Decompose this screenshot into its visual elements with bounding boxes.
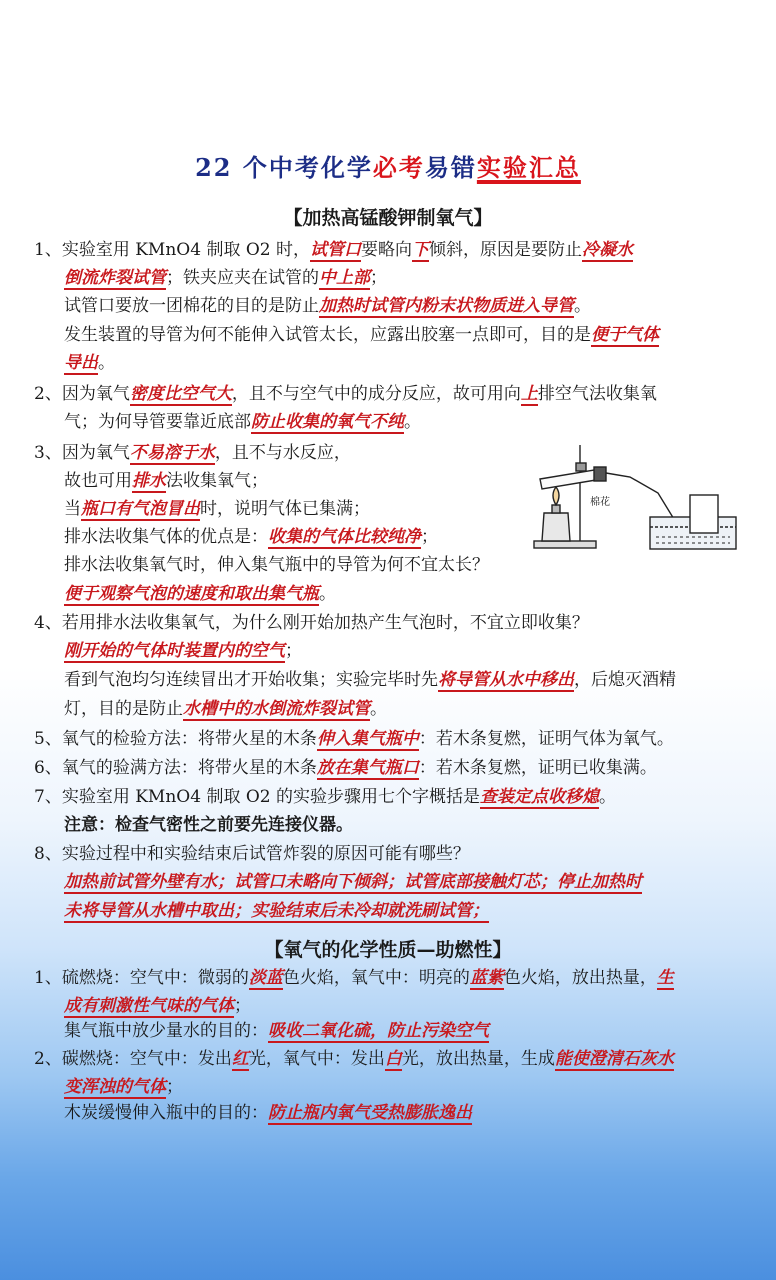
text: 发生装置的导管为何不能伸入试管太长，应露出胶塞一点即可，目的是 xyxy=(64,325,591,345)
text: 实验室用 KMnO4 制取 O2 的实验步骤用七个字概括是 xyxy=(61,787,481,807)
text: 色火焰，氧气中：明亮的 xyxy=(282,968,470,988)
highlight: 淡蓝 xyxy=(248,968,283,988)
item-number: 4、 xyxy=(34,613,62,633)
highlight: 便于观察气泡的速度和取出集气瓶 xyxy=(64,584,319,604)
highlight: 能使澄清石灰水 xyxy=(554,1049,674,1069)
text: 光，放出热量，生成 xyxy=(401,1049,555,1069)
highlight: 变浑浊的气体 xyxy=(64,1077,166,1097)
text: 时，说明气体已集满； xyxy=(200,499,370,519)
oxygen-apparatus-diagram xyxy=(530,433,740,553)
highlight: 便于气体 xyxy=(591,325,659,345)
item-8-line-2 xyxy=(64,870,642,894)
highlight: 成有刺激性气味的气体 xyxy=(64,996,234,1016)
highlight: 白 xyxy=(384,1049,402,1069)
highlight: 加热前试管外壁有水；试管口未略向下倾斜；试管底部接触灯芯；停止加热时 xyxy=(64,872,642,892)
text: 。 xyxy=(574,296,591,316)
item-number: 5、 xyxy=(34,729,62,749)
text: ； xyxy=(285,641,302,661)
item-7-note: 注意：检查气密性之前要先连接仪器。 xyxy=(64,815,353,835)
text: 碳燃烧：空气中：发出 xyxy=(61,1049,232,1069)
item-2-line-1 xyxy=(34,382,657,406)
s2-item-1-line-3 xyxy=(64,1019,489,1043)
title-part-2: 必考 xyxy=(372,153,425,182)
item-1-line-4 xyxy=(64,323,659,347)
highlight: 未将导管从水槽中取出；实验结束后未冷却就洗刷试管； xyxy=(64,901,489,921)
text: 色火焰，放出热量， xyxy=(503,968,657,988)
text: ，且不与空气中的成分反应，故可用向 xyxy=(231,384,521,404)
highlight: 伸入集气瓶中 xyxy=(316,729,419,749)
highlight: 瓶口有气泡冒出 xyxy=(81,499,200,519)
text: 集气瓶中放少量水的目的： xyxy=(64,1021,268,1041)
title-part-1: 22 个中考化学 xyxy=(195,153,373,182)
title-part-3: 易错 xyxy=(424,153,477,182)
item-1-line-5 xyxy=(64,351,115,375)
item-4-line-2 xyxy=(64,639,302,663)
title-part-4: 实验汇总 xyxy=(476,153,581,182)
text: ，且不与水反应， xyxy=(214,443,351,463)
item-5-line-1 xyxy=(34,727,674,751)
section-heading-combustion: 【氧气的化学性质—助燃性】 xyxy=(264,939,512,961)
s2-item-1-line-2 xyxy=(64,994,251,1018)
page-title xyxy=(0,138,776,198)
item-number: 1、 xyxy=(34,968,62,988)
highlight: 导出 xyxy=(64,353,98,373)
item-6-line-1 xyxy=(34,756,657,780)
cotton-label: 棉花 xyxy=(590,497,610,508)
s2-item-2-line-1 xyxy=(34,1047,674,1071)
highlight: 生 xyxy=(656,968,674,988)
item-3-line-2 xyxy=(64,469,268,493)
text: 实验室用 KMnO4 制取 O2 时， xyxy=(61,240,311,260)
s2-item-2-line-2 xyxy=(64,1075,183,1099)
highlight: 将导管从水中移出 xyxy=(438,670,574,690)
item-number: 2、 xyxy=(34,1049,62,1069)
highlight: 红 xyxy=(231,1049,249,1069)
text: 因为氧气 xyxy=(61,443,130,463)
highlight: 水槽中的水倒流炸裂试管 xyxy=(183,699,370,719)
highlight: 收集的气体比较纯净 xyxy=(268,527,421,547)
highlight: 中上部 xyxy=(319,268,370,288)
highlight: 密度比空气大 xyxy=(129,384,232,404)
item-4-line-1 xyxy=(34,611,589,635)
highlight: 放在集气瓶口 xyxy=(316,758,419,778)
highlight: 下 xyxy=(412,240,430,260)
text: ； xyxy=(370,268,387,288)
item-4-line-3 xyxy=(64,668,676,692)
text: 倾斜，原因是要防止 xyxy=(429,240,583,260)
item-number: 1、 xyxy=(34,240,62,260)
highlight: 蓝紫 xyxy=(469,968,504,988)
text: 故也可用 xyxy=(64,471,132,491)
item-3-line-5 xyxy=(64,553,489,577)
item-1-line-3 xyxy=(64,294,591,318)
highlight: 查装定点收移熄 xyxy=(480,787,600,807)
text: 。 xyxy=(599,787,617,807)
text: 光，氧气中：发出 xyxy=(248,1049,385,1069)
text: 要略向 xyxy=(361,240,413,260)
highlight: 吸收二氧化硫，防止污染空气 xyxy=(268,1021,489,1041)
highlight: 不易溶于水 xyxy=(129,443,215,463)
text: 看到气泡均匀连续冒出才开始收集；实验完毕时先 xyxy=(64,670,438,690)
highlight: 倒流炸裂试管 xyxy=(64,268,166,288)
highlight: 上 xyxy=(520,384,538,404)
text: 若用排水法收集氧气，为什么刚开始加热产生气泡时，不宜立即收集？ xyxy=(61,613,589,633)
item-2-line-2 xyxy=(64,410,421,434)
text: 实验过程中和实验结束后试管炸裂的原因可能有哪些？ xyxy=(61,844,470,864)
section-heading-kmno4: 【加热高锰酸钾制氧气】 xyxy=(283,207,493,229)
item-number: 6、 xyxy=(34,758,62,778)
text: ：若木条复燃，证明已收集满。 xyxy=(418,758,657,778)
text: 木炭缓慢伸入瓶中的目的： xyxy=(64,1103,268,1123)
item-3-line-1 xyxy=(34,441,351,465)
item-number: 8、 xyxy=(34,844,62,864)
text: 硫燃烧：空气中：微弱的 xyxy=(61,968,249,988)
highlight: 加热时试管内粉末状物质进入导管 xyxy=(319,296,574,316)
text: 当 xyxy=(64,499,81,519)
highlight: 排水 xyxy=(132,471,166,491)
item-4-line-4 xyxy=(64,697,387,721)
item-number: 2、 xyxy=(34,384,62,404)
text: 排水法收集气体的优点是： xyxy=(64,527,268,547)
item-8-line-3 xyxy=(64,899,489,923)
text: 因为氧气 xyxy=(61,384,130,404)
item-7-line-1 xyxy=(34,785,616,809)
item-1-line-1 xyxy=(34,238,633,262)
text: ； xyxy=(166,1077,183,1097)
highlight: 防止瓶内氧气受热膨胀逸出 xyxy=(268,1103,472,1123)
item-8-line-1 xyxy=(34,842,470,866)
highlight: 冷凝水 xyxy=(582,240,634,260)
item-3-line-6 xyxy=(64,582,336,606)
text: 氧气的检验方法：将带火星的木条 xyxy=(61,729,317,749)
item-3-line-3 xyxy=(64,497,370,521)
text: 。 xyxy=(98,353,115,373)
text: 排水法收集氧气时，伸入集气瓶中的导管为何不宜太长？ xyxy=(64,555,489,575)
highlight: 试管口 xyxy=(310,240,362,260)
text: 排空气法收集氧 xyxy=(537,384,657,404)
text: 法收集氧气； xyxy=(166,471,268,491)
text: 。 xyxy=(319,584,336,604)
item-number: 3、 xyxy=(34,443,62,463)
text: ； xyxy=(421,527,438,547)
s2-item-2-line-3 xyxy=(64,1101,472,1125)
highlight: 防止收集的氧气不纯 xyxy=(251,412,404,432)
text: 。 xyxy=(370,699,387,719)
text: ；铁夹应夹在试管的 xyxy=(166,268,319,288)
text: 试管口要放一团棉花的目的是防止 xyxy=(64,296,319,316)
s2-item-1-line-1 xyxy=(34,966,674,990)
text: ； xyxy=(234,996,251,1016)
text: 气；为何导管要靠近底部 xyxy=(64,412,251,432)
text: ：若木条复燃，证明气体为氧气。 xyxy=(418,729,674,749)
text: 氧气的验满方法：将带火星的木条 xyxy=(61,758,317,778)
item-1-line-2 xyxy=(64,266,387,290)
item-number: 7、 xyxy=(34,787,62,807)
highlight: 刚开始的气体时装置内的空气 xyxy=(64,641,285,661)
text: 灯，目的是防止 xyxy=(64,699,183,719)
item-3-line-4 xyxy=(64,525,438,549)
text: 。 xyxy=(404,412,421,432)
text: ，后熄灭酒精 xyxy=(574,670,676,690)
